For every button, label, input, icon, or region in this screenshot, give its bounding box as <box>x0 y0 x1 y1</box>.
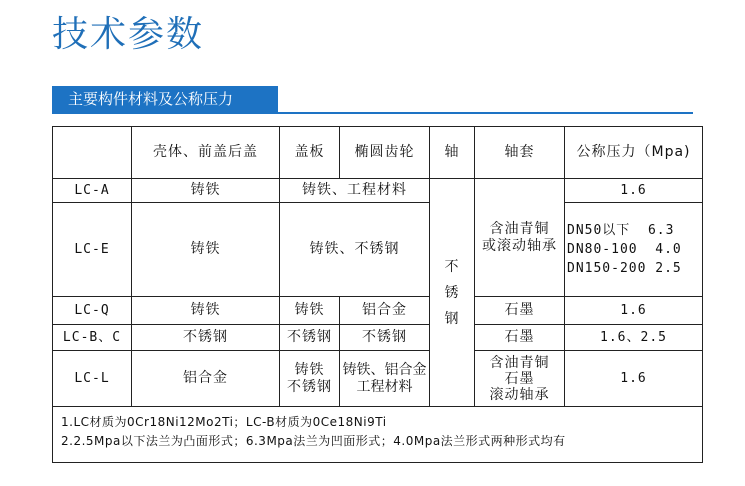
cover-material-cell: 铸铁 <box>280 297 340 325</box>
note-line: 2.2.5Mpa以下法兰为凸面形式；6.3Mpa法兰为凹面形式；4.0Mpa法兰形式两种形式均有 <box>61 434 566 448</box>
header-cell: 壳体、前盖后盖 <box>132 127 280 179</box>
table-row <box>53 203 703 297</box>
bushing-material-cell: 石墨 <box>475 325 565 351</box>
header-row <box>53 127 703 179</box>
gear-material-cell: 不锈钢 <box>340 325 430 351</box>
model-cell: LC-Q <box>53 297 132 325</box>
pressure-cell: 1.6 <box>565 297 703 325</box>
gear-material-cell: 铸铁、铝合金 工程材料 <box>340 351 430 407</box>
body-material-cell: 铸铁 <box>132 179 280 203</box>
header-cell: 轴 <box>430 127 475 179</box>
cover-material-cell: 不锈钢 <box>280 325 340 351</box>
cover-gear-material-cell: 铸铁、工程材料 <box>280 179 430 203</box>
bushing-material-cell: 含油青铜 或滚动轴承 <box>475 179 565 297</box>
notes-row <box>53 407 703 463</box>
model-cell: LC-A <box>53 179 132 203</box>
page-title: 技术参数 <box>52 14 205 55</box>
pressure-cell: 1.6 <box>565 179 703 203</box>
header-cell <box>53 127 132 179</box>
table-row <box>53 179 703 203</box>
pressure-line: DN50以下 6.3 <box>567 223 675 238</box>
section-heading: 主要构件材料及公称压力 <box>52 86 278 112</box>
table-row <box>53 351 703 407</box>
note-line: 1.LC材质为0Cr18Ni12Mo2Ti；LC-B材质为0Ce18Ni9Ti <box>61 415 387 429</box>
bushing-material-cell: 石墨 <box>475 297 565 325</box>
cover-material-cell: 铸铁 不锈钢 <box>280 351 340 407</box>
pressure-line: DN150-200 2.5 <box>567 261 682 276</box>
shaft-material-cell: 不 锈 钢 <box>430 179 475 407</box>
pressure-line: DN80-100 4.0 <box>567 242 682 257</box>
body-material-cell: 不锈钢 <box>132 325 280 351</box>
model-cell: LC-L <box>53 351 132 407</box>
table-row <box>53 325 703 351</box>
body-material-cell: 铝合金 <box>132 351 280 407</box>
header-cell: 盖板 <box>280 127 340 179</box>
spec-table <box>52 126 703 463</box>
bushing-material-cell: 含油青铜 石墨 滚动轴承 <box>475 351 565 407</box>
header-cell: 公称压力（Mpa) <box>565 127 703 179</box>
notes-cell <box>53 407 703 463</box>
table-row <box>53 297 703 325</box>
pressure-cell: 1.6、2.5 <box>565 325 703 351</box>
body-material-cell: 铸铁 <box>132 203 280 297</box>
section-divider <box>52 112 693 114</box>
model-cell: LC-B、C <box>53 325 132 351</box>
header-cell: 椭圆齿轮 <box>340 127 430 179</box>
pressure-cell: 1.6 <box>565 351 703 407</box>
body-material-cell: 铸铁 <box>132 297 280 325</box>
pressure-list-cell <box>565 203 703 297</box>
cover-gear-material-cell: 铸铁、不锈钢 <box>280 203 430 297</box>
header-cell: 轴套 <box>475 127 565 179</box>
gear-material-cell: 铝合金 <box>340 297 430 325</box>
model-cell: LC-E <box>53 203 132 297</box>
